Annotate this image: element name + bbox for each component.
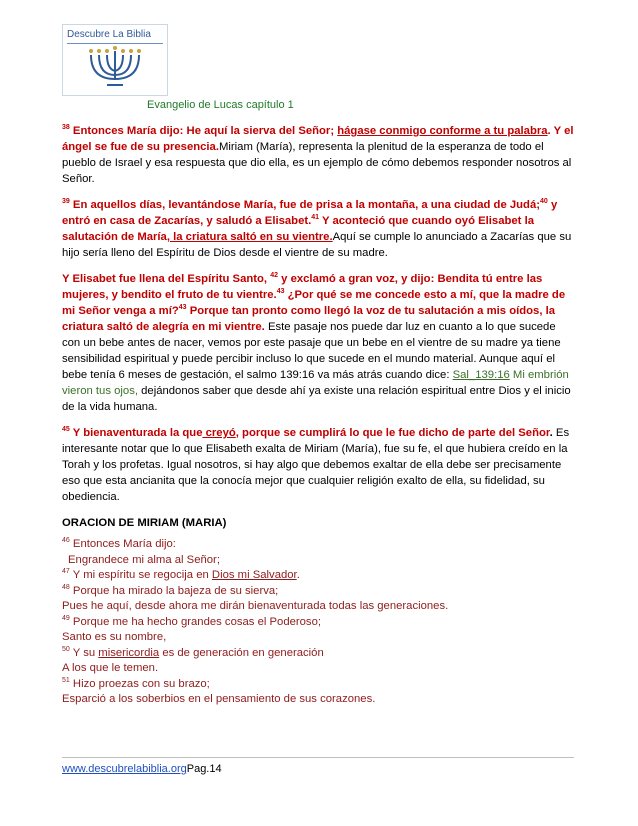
- verse-number: 50: [62, 645, 70, 653]
- verse-number: 47: [62, 568, 70, 576]
- verse-text: . Y el ángel se fue de su presencia.: [62, 125, 574, 153]
- commentary-text: Miriam (María), representa la plenitud de la esperanza de todo el pueblo de Israel y esa respuesta que dio ella, es un ejemplo de cómo debemos responder nosotros al Señor.: [62, 141, 572, 185]
- verse-text: Y bienaventurada la que: [69, 427, 203, 439]
- verse-text: y exclamó a gran voz, y dijo: Bendita tú entre las mujeres, y bendito el fruto de tu vientre.: [62, 273, 543, 301]
- prayer-line: [62, 615, 574, 631]
- commentary-text: Este pasaje nos puede dar luz en cuanto a lo que sucede con un bebe antes de nacer, vemos por este pasaje que un bebe en el vientre de su madre ya tiene sensibilidad espiritual y puede percibir incluso lo que sucede en el mundo material. Aunque aquí el bebe tenía 6 meses de gestación, el salmo 139:16 va más atrás cuando dice:: [62, 321, 561, 381]
- verse-text: .: [549, 427, 553, 439]
- verse-number: 43: [276, 288, 285, 296]
- prayer-title: ORACION DE MIRIAM (MARIA): [62, 517, 227, 529]
- psalm-reference-link[interactable]: Sal_139:16: [452, 369, 510, 381]
- verse-text: Porque tan pronto como llegó la voz de tu salutación a mis oídos, la criatura saltó de alegría en mi vientre.: [62, 305, 556, 333]
- verse-number: 43: [178, 304, 187, 312]
- verse-text-underlined: hágase conmigo conforme a tu palabra: [337, 125, 548, 137]
- verse-number: 42: [270, 272, 279, 280]
- main-text: [62, 123, 574, 708]
- paragraph-45: [62, 425, 574, 505]
- prayer-line-text: es de generación en generación: [159, 646, 324, 659]
- prayer-link[interactable]: misericordia: [98, 646, 160, 659]
- commentary-text: Es interesante notar que lo que Elisabeth exalta de Miriam (María), fue su fe, el que hubiera creído en la Torah y los profetas. Igual nosotros, si hay algo que debemos exaltar de ella debe ser precisamente eso que esta ancianita que la conocía mejor que cualquier religión exalto de ella, su fidelidad, su obediencia.: [62, 427, 570, 503]
- prayer-line-text: Porque me ha hecho grandes cosas el Poderoso;: [69, 615, 321, 628]
- verse-number: 48: [62, 583, 70, 591]
- prayer-line-text: Esparció a los soberbios en el pensamiento de sus corazones.: [62, 693, 376, 705]
- footer-divider: [62, 757, 574, 758]
- verse-text: Entonces María dijo: He aquí la sierva del Señor;: [69, 125, 338, 137]
- prayer-line: [62, 646, 574, 662]
- prayer-line: [62, 677, 574, 693]
- prayer-text: [62, 537, 574, 708]
- logo-divider: [67, 43, 163, 44]
- prayer-line: [62, 584, 574, 600]
- prayer-line: [62, 568, 574, 584]
- verse-text-underlined: creyó: [202, 427, 236, 439]
- prayer-line-text: Porque ha mirado la bajeza de su sierva;: [69, 584, 279, 597]
- verse-text: Y Elisabet fue llena del Espíritu Santo,: [62, 273, 271, 285]
- prayer-line-text: A los que le temen.: [62, 662, 159, 674]
- prayer-line: [62, 537, 574, 553]
- prayer-link[interactable]: Dios mi Salvador: [211, 569, 297, 581]
- chapter-heading: Evangelio de Lucas capítulo 1: [147, 99, 294, 111]
- page-number: Pag.14: [186, 763, 222, 775]
- verse-text-underlined: , la criatura saltó en su vientre.: [166, 231, 333, 243]
- verse-number: 40: [540, 198, 548, 206]
- verse-number: 41: [311, 214, 320, 222]
- prayer-line-text: Y su: [69, 646, 99, 659]
- verse-text: , porque se cumplirá lo que le fue dicho de parte del Señor: [235, 427, 550, 439]
- website-link[interactable]: www.descubrelabiblia.org: [62, 763, 187, 775]
- prayer-line-text: Engrandece mi alma al Señor;: [68, 553, 220, 566]
- prayer-line-text: .: [296, 569, 300, 581]
- verse-text: En aquellos días, levantándose María, fue de prisa a la montaña, a una ciudad de Judá;: [69, 199, 541, 211]
- prayer-line: [62, 661, 574, 677]
- verse-text: Y aconteció que cuando oyó Elisabet la salutación de María: [62, 215, 534, 243]
- psalm-quote: Mi embrión vieron tus ojos,: [62, 369, 569, 397]
- prayer-line-text: Hizo proezas con su brazo;: [69, 677, 210, 690]
- verse-number: 39: [62, 198, 70, 206]
- prayer-line-text: Pues he aquí, desde ahora me dirán bienaventurada todas las generaciones.: [62, 600, 449, 612]
- logo-title: Descubre La Biblia: [67, 29, 151, 40]
- paragraph-42: [62, 271, 574, 415]
- prayer-line: [62, 692, 574, 708]
- commentary-text: Aquí se cumple lo anunciado a Zacarías que su hijo sería lleno del Espíritu de Dios desde el vientre de su madre.: [62, 231, 572, 259]
- logo: [62, 24, 168, 96]
- commentary-text: dejándonos saber que desde ahí ya existe una relación espiritual entre Dios y el inicio de la vida humana.: [62, 385, 571, 413]
- verse-number: 49: [62, 614, 70, 622]
- verse-number: 45: [62, 426, 70, 434]
- verse-text: ¿Por qué se me concede esto a mí, que la madre de mi Señor venga a mí?: [62, 289, 566, 317]
- menorah-icon: [63, 45, 167, 93]
- verse-number: 51: [62, 676, 70, 684]
- prayer-line: [62, 553, 574, 569]
- prayer-line-text: Y mi espíritu se regocija en: [69, 569, 212, 581]
- prayer-line-text: Entonces María dijo:: [69, 538, 176, 550]
- verse-number: 38: [62, 124, 70, 132]
- prayer-line-text: Santo es su nombre,: [62, 631, 167, 643]
- paragraph-39: [62, 197, 574, 261]
- verse-number: 46: [62, 537, 70, 545]
- prayer-line: [62, 599, 574, 615]
- prayer-line: [62, 630, 574, 646]
- footer: [62, 763, 222, 775]
- paragraph-38: [62, 123, 574, 187]
- verse-text: y entró en casa de Zacarías, y saludó a Elisabet.: [62, 199, 558, 227]
